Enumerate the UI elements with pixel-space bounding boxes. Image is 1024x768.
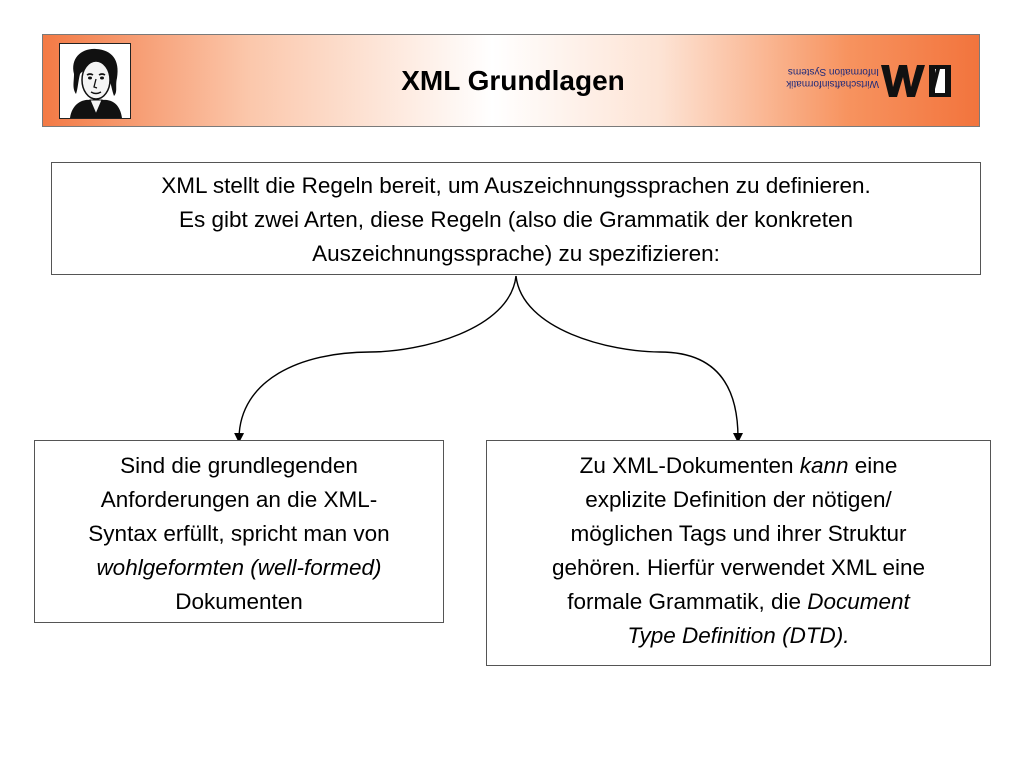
dtd-line: gehören. Hierfür verwendet XML eine: [551, 555, 926, 580]
well-formed-line: Anforderungen an die XML-: [100, 487, 378, 512]
logo-text-line: Wirtschaftsinformatik: [786, 78, 879, 89]
intro-line: Es gibt zwei Arten, diese Regeln (also die Grammatik der konkreten: [178, 207, 854, 232]
dtd-text: formale Grammatik, die: [567, 589, 808, 614]
dtd-italic-term: Type Definition (DTD).: [627, 623, 850, 648]
well-formed-box: [34, 440, 444, 623]
intro-line: Auszeichnungssprache) zu spezifizieren:: [312, 241, 720, 266]
dtd-line: [487, 449, 990, 483]
intro-text-box: [51, 162, 981, 275]
well-formed-line: Sind die grundlegenden: [120, 453, 358, 478]
dtd-text: Zu XML-Dokumenten: [579, 453, 800, 478]
dtd-text: eine: [848, 453, 898, 478]
well-formed-line: Dokumenten: [175, 589, 303, 614]
dtd-box: [486, 440, 991, 666]
dtd-line: möglichen Tags und ihrer Struktur: [570, 521, 907, 546]
dtd-italic-term: Document: [807, 589, 910, 614]
dtd-line: [487, 585, 990, 619]
dtd-line: explizite Definition der nötigen/: [585, 487, 892, 512]
arrow-right: [516, 276, 738, 438]
well-formed-term: wohlgeformten (well-formed): [96, 555, 382, 580]
well-formed-italic-line: [35, 551, 443, 585]
dtd-italic-line: [487, 619, 990, 653]
dtd-italic-kann: kann: [799, 453, 849, 478]
page-title: XML Grundlagen: [401, 65, 625, 96]
well-formed-line: Syntax erfüllt, spricht man von: [88, 521, 390, 546]
logo-text-line: Information Systems: [787, 66, 879, 77]
arrow-left: [239, 276, 516, 438]
intro-line: XML stellt die Regeln bereit, um Auszeichnungssprachen zu definieren.: [161, 173, 871, 198]
